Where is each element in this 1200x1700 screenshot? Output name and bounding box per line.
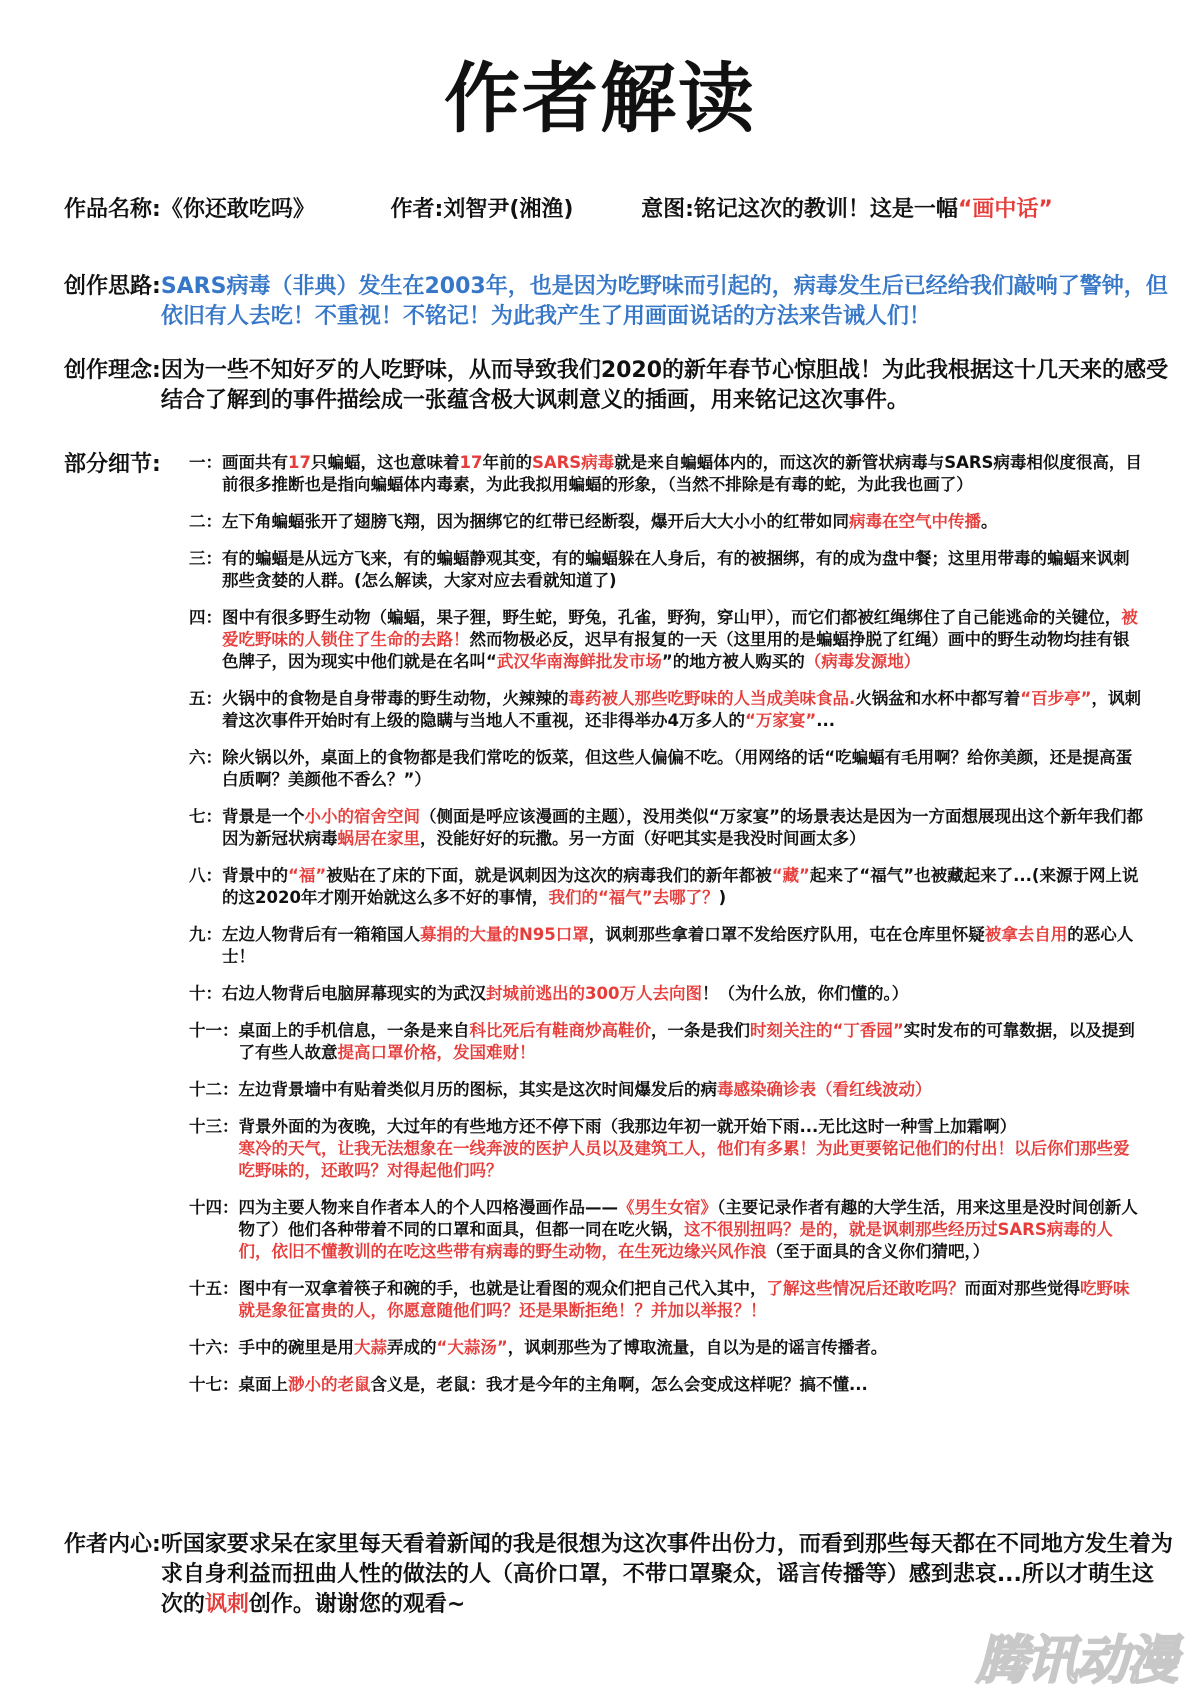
work-name — [64, 192, 315, 223]
detail-item-number: 十四： — [189, 1198, 239, 1217]
detail-item-number: 四： — [189, 608, 222, 627]
highlight-text: 渺小的老鼠 — [288, 1375, 371, 1394]
detail-item-text — [222, 688, 1144, 732]
detail-item — [189, 924, 1144, 968]
detail-item-number: 七： — [189, 807, 222, 826]
author — [391, 192, 574, 223]
detail-item-text — [239, 1197, 1145, 1263]
text-segment: 桌面上的手机信息，一条是来自 — [238, 1021, 470, 1040]
detail-item — [189, 1020, 1144, 1064]
detail-item-number: 十： — [189, 984, 222, 1003]
text-segment: 实时发布的可靠数据，以及提到了有些人故意 — [238, 1021, 1135, 1062]
text-segment: 火锅中的食物是自身带毒的野生动物，火辣辣的 — [222, 689, 569, 708]
detail-item-text — [239, 1079, 1145, 1101]
detail-item-number: 八： — [189, 866, 222, 885]
highlight-text: “福” — [288, 866, 327, 885]
highlight-text: 病毒在空气中传播 — [849, 512, 981, 531]
author-label: 作者: — [390, 197, 444, 222]
highlight-text: 我们的“福气”去哪了？ — [548, 888, 719, 907]
text-segment: 弄成的 — [387, 1338, 437, 1357]
highlight-text: 吃野味就是象征富贵的人，你愿意随他们吗？还是果断拒绝！？并加以举报？！ — [238, 1279, 1130, 1320]
text-segment: 。 — [981, 512, 998, 531]
text-segment: ) — [718, 888, 727, 907]
detail-item-text — [239, 1278, 1145, 1322]
detail-item-number: 十二： — [189, 1080, 239, 1099]
highlight-text: 了解这些情况后还敢吃吗？ — [766, 1279, 965, 1298]
detail-item-text — [222, 924, 1144, 968]
text-segment: ，讽刺着这次事件开始时有上级的隐瞒与当地人不重视，还非得举办4万多人的 — [222, 689, 1141, 730]
detail-item — [189, 1079, 1144, 1101]
highlight-text: 科比死后有鞋商炒高鞋价 — [469, 1021, 651, 1040]
creative-concept-text: 因为一些不知好歹的人吃野味，从而导致我们2020的新年春节心惊胆战！为此我根据这十几天来的感受结合了解到的事件描绘成一张蕴含极大讽刺意义的插画，用来铭记这次事件。 — [160, 358, 1169, 413]
highlight-text: 毒药被人那些吃野味的人当成美味食品. — [568, 689, 856, 708]
detail-item-text — [222, 983, 1144, 1005]
text-segment: 被贴在了床的下面，就是讽刺因为这次的病毒我们的新年都被 — [326, 866, 772, 885]
detail-item-number: 六： — [189, 748, 222, 767]
text-segment: 图中有一双拿着筷子和碗的手，也就是让看图的观众们把自己代入其中， — [238, 1279, 767, 1298]
highlight-text: 毒感染确诊表（看红线波动） — [717, 1080, 932, 1099]
highlight-text: 募捐的大量的N95口罩 — [420, 925, 589, 944]
text-segment: ，讽刺那些拿着口罩不发给医疗队用，屯在仓库里怀疑 — [588, 925, 985, 944]
detail-item — [189, 452, 1144, 496]
text-segment: ！（为什么放，你们懂的。） — [701, 984, 909, 1003]
detail-item — [189, 1278, 1144, 1322]
details-label: 部分细节: — [64, 452, 161, 477]
text-segment: 然而物极必反，迟早有报复的一天（这里用的是蝙蝠挣脱了红绳）画中的野生动物均挂有银色牌子，因为现实中他们就是在名叫“ — [222, 630, 1130, 671]
detail-item-number: 二： — [189, 512, 222, 531]
highlight-text: 被拿去自用 — [984, 925, 1068, 944]
author-heart-text: 听国家要求呆在家里每天看着新闻的我是很想为这次事件出份力，而看到那些每天都在不同地方发生着为求自身利益而扭曲人性的做法的人（高价口罩，不带口罩聚众，谣言传播等）感到悲哀...所以才萌生这次的 — [160, 1532, 1173, 1617]
text-segment: 四为主要人物来自作者本人的个人四格漫画作品—— — [238, 1198, 618, 1217]
details-list — [189, 452, 1144, 1411]
creative-idea-text: SARS病毒（非典）发生在2003年，也是因为吃野味而引起的，病毒发生后已经给我们敲响了警钟，但依旧有人去吃！不重视！不铭记！为此我产生了用画面说话的方法来告诫人们！ — [160, 274, 1168, 329]
highlight-text: 《男生女宿》 — [618, 1198, 717, 1217]
text-segment: 背景是一个 — [222, 807, 305, 826]
text-segment: 就是来自蝙蝠体内的，而这次的新管状病毒与SARS病毒相似度很高，目前很多推断也是指向蝙蝠体内毒素，为此我拟用蝙蝠的形象，（当然不排除是有毒的蛇，为此我也画了） — [222, 453, 1142, 494]
detail-item — [189, 688, 1144, 732]
text-segment: 桌面上 — [238, 1375, 288, 1394]
text-segment: （侧面是呼应该漫画的主题），没用类似“万家宴”的场景表达是因为一方面想展现出这个新年我们都因为新冠状病毒 — [222, 807, 1143, 848]
detail-item — [189, 1374, 1144, 1396]
detail-item-text — [222, 806, 1144, 850]
highlight-text: 这不很别扭吗？是的，就是讽刺那些经历过SARS病毒的人们，依旧不懂教训的在吃这些带有病毒的野生动物，在生死边缘兴风作浪 — [238, 1220, 1113, 1261]
detail-item-text — [222, 452, 1144, 496]
work-name-value: 《你还敢吃吗》 — [160, 197, 315, 222]
text-segment: 而面对那些觉得 — [964, 1279, 1080, 1298]
detail-item — [189, 806, 1144, 850]
text-segment: ，讽刺那些为了博取流量，自以为是的谣言传播者。 — [507, 1338, 888, 1357]
author-heart-label: 作者内心: — [64, 1532, 161, 1557]
detail-item-number: 十一： — [189, 1021, 239, 1040]
intent-value: 铭记这次的教训！这是一幅 — [693, 197, 958, 222]
highlight-text: （病毒发源地） — [804, 652, 921, 671]
text-segment: 火锅盆和水杯中都写着 — [855, 689, 1021, 708]
detail-item-number: 十三： — [189, 1117, 239, 1136]
detail-item — [189, 548, 1144, 592]
highlight-text: 武汉华南海鲜批发市场 — [496, 652, 662, 671]
text-segment: 只蝙蝠，这也意味着 — [310, 453, 460, 472]
highlight-text: 小小的宿舍空间 — [304, 807, 420, 826]
text-segment: 有的蝙蝠是从远方飞来，有的蝙蝠静观其变，有的蝙蝠躲在人身后，有的被捆绑，有的成为盘中餐；这里用带毒的蝙蝠来讽刺那些贪婪的人群。(怎么解读，大家对应去看就知道了) — [222, 549, 1130, 590]
intent-label: 意图: — [641, 197, 694, 222]
tencent-comic-watermark-logo: 腾讯动漫 — [975, 1631, 1176, 1691]
text-segment: 右边人物背后电脑屏幕现实的为武汉 — [222, 984, 486, 1003]
work-name-label: 作品名称: — [64, 197, 161, 222]
text-segment: 的恶心人士！ — [222, 925, 1134, 966]
highlight-text: 大蒜 — [354, 1338, 387, 1357]
text-segment: 背景外面的为夜晚，大过年的有些地方还不停下雨（我那边年初一就开始下雨...无比这时一种雪上加霜啊） — [238, 1117, 1017, 1136]
text-segment: 背景中的 — [222, 866, 288, 885]
highlight-text: “百步亭” — [1020, 689, 1092, 708]
work-info-row — [64, 192, 1053, 223]
highlight-text: 17 — [288, 453, 311, 472]
detail-item-text — [222, 511, 1144, 533]
detail-item-number: 五： — [189, 689, 222, 708]
text-segment: （至于面具的含义你们猜吧，） — [766, 1242, 990, 1261]
detail-item-text — [222, 865, 1144, 909]
highlight-text: 蜗居在家里 — [337, 829, 420, 848]
text-segment: 含义是，老鼠：我才是今年的主角啊，怎么会变成这样呢？搞不懂... — [370, 1375, 868, 1394]
text-segment: 年前的 — [482, 453, 532, 472]
detail-item-number: 三： — [189, 549, 222, 568]
details-section — [64, 452, 1144, 1411]
highlight-text: 寒冷的天气，让我无法想象在一线奔波的医护人员以及建筑工人，他们有多累！为此更要铭记他们的付出！以后你们那些爱吃野味的，还敢吗？对得起他们吗？ — [238, 1139, 1130, 1180]
highlight-text: “万家宴” — [744, 711, 817, 730]
highlight-text: 封城前逃出的300万人去向图 — [486, 984, 702, 1003]
detail-item-number: 十六： — [189, 1338, 239, 1357]
creative-concept-label: 创作理念: — [64, 358, 161, 383]
creative-concept-section — [64, 356, 1184, 416]
creative-idea-section — [64, 272, 1184, 332]
detail-item — [189, 865, 1144, 909]
intent-highlight: “画中话” — [957, 197, 1053, 222]
detail-item — [189, 747, 1144, 791]
highlight-text: 提高口罩价格，发国难财！ — [337, 1043, 536, 1062]
highlight-text: “大蒜汤” — [436, 1338, 508, 1357]
text-segment: 左边人物背后有一箱箱国人 — [222, 925, 420, 944]
text-segment: 左下角蝙蝠张开了翅膀飞翔，因为捆绑它的红带已经断裂，爆开后大大小小的红带如同 — [222, 512, 849, 531]
highlight-text: 时刻关注的“丁香园” — [750, 1021, 904, 1040]
text-segment: 除火锅以外，桌面上的食物都是我们常吃的饭菜，但这些人偏偏不吃。（用网络的话“吃蝙蝠有毛用啊？给你美颜，还是提高蛋白质啊？美颜他不香么？”） — [222, 748, 1133, 789]
text-segment: 手中的碗里是用 — [238, 1338, 354, 1357]
detail-item-number: 十七： — [189, 1375, 239, 1394]
detail-item-text — [222, 747, 1144, 791]
text-segment: （主要记录作者有趣的大学生活，用来这里是没时间创新人物了）他们各种带着不同的口罩和面具，但都一同在吃火锅， — [238, 1198, 1138, 1239]
highlight-text: “藏” — [771, 866, 810, 885]
creative-idea-label: 创作思路: — [64, 274, 161, 299]
detail-item — [189, 1197, 1144, 1263]
detail-item — [189, 511, 1144, 533]
detail-item-text — [239, 1116, 1145, 1182]
page-title: 作者解读 — [444, 54, 756, 143]
detail-item-text — [239, 1337, 1145, 1359]
text-segment: 左边背景墙中有贴着类似月历的图标，其实是这次时间爆发后的病 — [238, 1080, 717, 1099]
author-value: 刘智尹(湘渔) — [443, 197, 574, 222]
detail-item-text — [239, 1020, 1145, 1064]
author-heart-section — [64, 1530, 1174, 1620]
intent — [641, 192, 1053, 223]
detail-item-number: 九： — [189, 925, 222, 944]
author-heart-text-end: 创作。谢谢您的观看~ — [248, 1592, 466, 1617]
detail-item-number: 一： — [189, 453, 222, 472]
detail-item-text — [222, 607, 1144, 673]
text-segment: 图中有很多野生动物（蝙蝠，果子狸，野生蛇，野兔，孔雀，野狗，穿山甲），而它们都被红绳绑住了自己能逃命的关键位， — [222, 608, 1122, 627]
detail-item-text — [222, 548, 1144, 592]
detail-item-text — [239, 1374, 1145, 1396]
text-segment: 画面共有 — [222, 453, 288, 472]
highlight-text: 被爱吃野味的人锁住了生命的去路！ — [222, 608, 1138, 649]
highlight-text: SARS病毒 — [531, 453, 615, 472]
text-segment: ，一条是我们 — [651, 1021, 750, 1040]
author-heart-highlight: 讽刺 — [204, 1592, 249, 1617]
detail-item — [189, 1116, 1144, 1182]
detail-item-number: 十五： — [189, 1279, 239, 1298]
text-segment: ，没能好好的玩撒。另一方面（好吧其实是我没时间画太多） — [420, 829, 866, 848]
text-segment: ”的地方被人购买的 — [661, 652, 805, 671]
text-segment: 起来了“福气”也被藏起来了...(来源于网上说的这2020年才刚开始就这么多不好的事情， — [222, 866, 1139, 907]
detail-item — [189, 983, 1144, 1005]
text-segment: ... — [816, 711, 835, 730]
highlight-text: 17 — [459, 453, 483, 472]
detail-item — [189, 1337, 1144, 1359]
detail-item — [189, 607, 1144, 673]
